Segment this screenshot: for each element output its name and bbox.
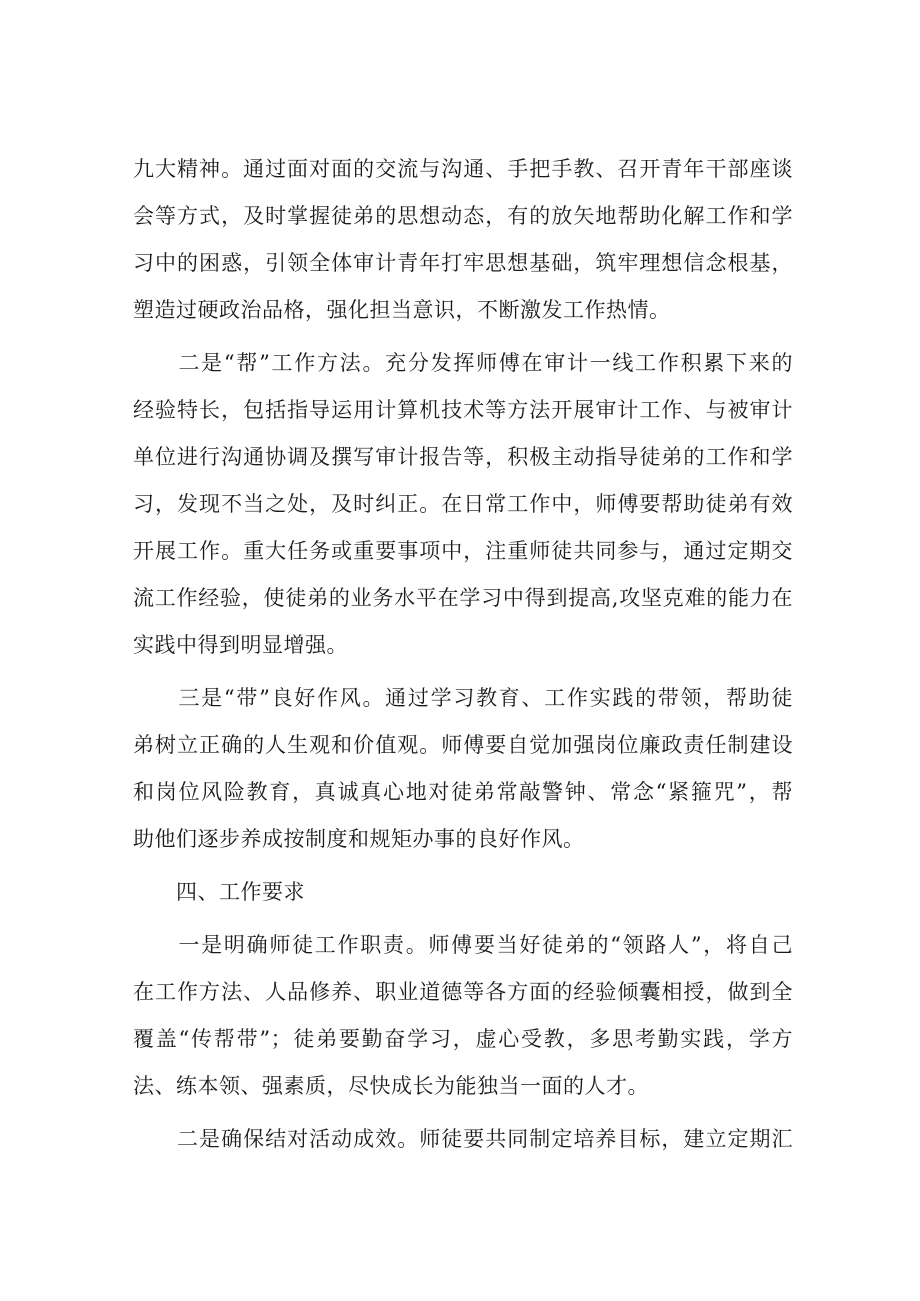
- document-body: [133, 146, 793, 1163]
- text-line: 和岗位风险教育，真诚真心地对徒弟常敲警钟、常念“紧箍咒”，帮: [133, 780, 793, 804]
- text-line: 三是“带”良好作风。通过学习教育、工作实践的带领，帮助徒: [133, 686, 793, 710]
- text-line: 会等方式，及时掌握徒弟的思想动态，有的放矢地帮助化解工作和学: [133, 204, 793, 228]
- text-line: 习中的困惑，引领全体审计青年打牢思想基础，筑牢理想信念根基，: [133, 251, 793, 275]
- text-line: 在工作方法、人品修养、职业道德等各方面的经验倾囊相授，做到全: [133, 980, 793, 1004]
- paragraph-ideology: [133, 146, 793, 334]
- text-line: 开展工作。重大任务或重要事项中，注重师徒共同参与，通过定期交: [133, 539, 793, 563]
- text-line: 习，发现不当之处，及时纠正。在日常工作中，师傅要帮助徒弟有效: [133, 492, 793, 516]
- section-heading: 四、工作要求: [133, 880, 305, 904]
- text-line: 一是明确师徒工作职责。师傅要当好徒弟的“领路人”，将自己: [133, 933, 793, 957]
- text-line: 助他们逐步养成按制度和规矩办事的良好作风。: [133, 827, 585, 851]
- paragraph-help-methods: [133, 340, 793, 669]
- text-line: 经验特长，包括指导运用计算机技术等方法开展审计工作、与被审计: [133, 398, 793, 422]
- text-line: 流工作经验，使徒弟的业务水平在学习中得到提高,攻坚克难的能力在: [133, 586, 793, 610]
- paragraph-effectiveness: [133, 1116, 793, 1163]
- text-line: 塑造过硬政治品格，强化担当意识，不断激发工作热情。: [133, 298, 671, 322]
- text-line: 法、练本领、强素质，尽快成长为能独当一面的人才。: [133, 1074, 649, 1098]
- text-line: 实践中得到明显增强。: [133, 633, 348, 657]
- text-line: 九大精神。通过面对面的交流与沟通、手把手教、召开青年干部座谈: [133, 157, 793, 181]
- text-line: 单位进行沟通协调及撰写审计报告等，积极主动指导徒弟的工作和学: [133, 445, 793, 469]
- text-line: 二是确保结对活动成效。师徒要共同制定培养目标，建立定期汇: [133, 1127, 793, 1151]
- section-heading-work-requirements: [133, 869, 793, 916]
- text-line: 覆盖“传帮带”；徒弟要勤奋学习，虚心受教，多思考勤实践，学方: [133, 1027, 793, 1051]
- text-line: 弟树立正确的人生观和价值观。师傅要自觉加强岗位廉政责任制建设: [133, 733, 793, 757]
- text-line: 二是“帮”工作方法。充分发挥师傅在审计一线工作积累下来的: [133, 351, 793, 375]
- paragraph-lead-style: [133, 675, 793, 863]
- paragraph-responsibilities: [133, 922, 793, 1110]
